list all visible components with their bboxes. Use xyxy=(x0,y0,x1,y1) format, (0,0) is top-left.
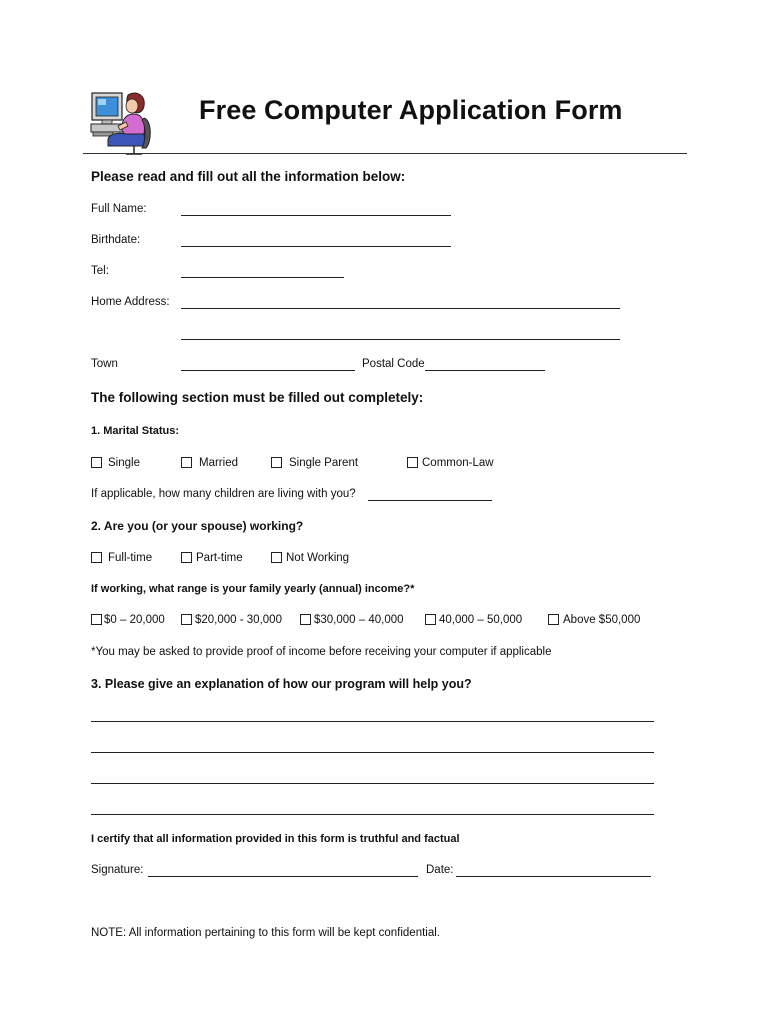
explanation-line-2[interactable] xyxy=(91,752,654,753)
title-divider xyxy=(83,153,687,154)
section-note-heading: The following section must be filled out completely: xyxy=(91,390,424,405)
postal-code-label: Postal Code xyxy=(362,358,425,370)
date-field[interactable] xyxy=(456,876,651,877)
part-time-checkbox[interactable] xyxy=(181,552,192,563)
full-time-checkbox[interactable] xyxy=(91,552,102,563)
full-time-option-label: Full-time xyxy=(108,552,153,564)
income-0-20000-label: $0 – 20,000 xyxy=(104,614,165,626)
town-field[interactable] xyxy=(181,370,355,371)
home-address-field-2[interactable] xyxy=(181,339,620,340)
postal-code-field[interactable] xyxy=(425,370,545,371)
children-count-field[interactable] xyxy=(368,500,492,501)
birthdate-field[interactable] xyxy=(181,246,451,247)
date-label: Date: xyxy=(426,864,454,876)
birthdate-label: Birthdate: xyxy=(91,234,141,246)
page-title: Free Computer Application Form xyxy=(199,95,623,125)
income-30000-40000-checkbox[interactable] xyxy=(300,614,311,625)
single-parent-option-label: Single Parent xyxy=(289,457,359,469)
income-0-20000-checkbox[interactable] xyxy=(91,614,102,625)
explanation-line-4[interactable] xyxy=(91,814,654,815)
not-working-checkbox[interactable] xyxy=(271,552,282,563)
signature-label: Signature: xyxy=(91,864,144,876)
married-checkbox[interactable] xyxy=(181,457,192,468)
not-working-option-label: Not Working xyxy=(286,552,350,564)
income-question: If working, what range is your family yearly (annual) income?* xyxy=(91,583,415,595)
confidentiality-note: NOTE: All information pertaining to this form will be kept confidential. xyxy=(91,927,440,939)
signature-field[interactable] xyxy=(148,876,418,877)
common-law-checkbox[interactable] xyxy=(407,457,418,468)
explanation-line-1[interactable] xyxy=(91,721,654,722)
common-law-option-label: Common-Law xyxy=(422,457,494,469)
income-40000-50000-checkbox[interactable] xyxy=(425,614,436,625)
explanation-line-3[interactable] xyxy=(91,783,654,784)
income-20000-30000-label: $20,000 - 30,000 xyxy=(195,614,282,626)
single-option-label: Single xyxy=(108,457,140,469)
certify-statement: I certify that all information provided in this form is truthful and factual xyxy=(91,833,460,845)
tel-label: Tel: xyxy=(91,265,109,277)
full-name-label: Full Name: xyxy=(91,203,147,215)
income-40000-50000-label: 40,000 – 50,000 xyxy=(439,614,523,626)
part-time-option-label: Part-time xyxy=(196,552,243,564)
single-checkbox[interactable] xyxy=(91,457,102,468)
children-question: If applicable, how many children are living with you? xyxy=(91,488,356,500)
marital-status-heading: 1. Marital Status: xyxy=(91,425,180,437)
town-label: Town xyxy=(91,358,118,370)
single-parent-checkbox[interactable] xyxy=(271,457,282,468)
home-address-label: Home Address: xyxy=(91,296,170,308)
computer-user-clipart-icon xyxy=(88,90,154,156)
income-proof-note: *You may be asked to provide proof of income before receiving your computer if applicable xyxy=(91,646,552,658)
income-above-50000-checkbox[interactable] xyxy=(548,614,559,625)
home-address-field-1[interactable] xyxy=(181,308,620,309)
explanation-heading: 3. Please give an explanation of how our program will help you? xyxy=(91,677,472,691)
income-30000-40000-label: $30,000 – 40,000 xyxy=(314,614,404,626)
full-name-field[interactable] xyxy=(181,215,451,216)
income-above-50000-label: Above $50,000 xyxy=(563,614,641,626)
tel-field[interactable] xyxy=(181,277,344,278)
intro-heading: Please read and fill out all the information below: xyxy=(91,169,406,184)
married-option-label: Married xyxy=(199,457,238,469)
income-20000-30000-checkbox[interactable] xyxy=(181,614,192,625)
working-heading: 2. Are you (or your spouse) working? xyxy=(91,519,304,533)
